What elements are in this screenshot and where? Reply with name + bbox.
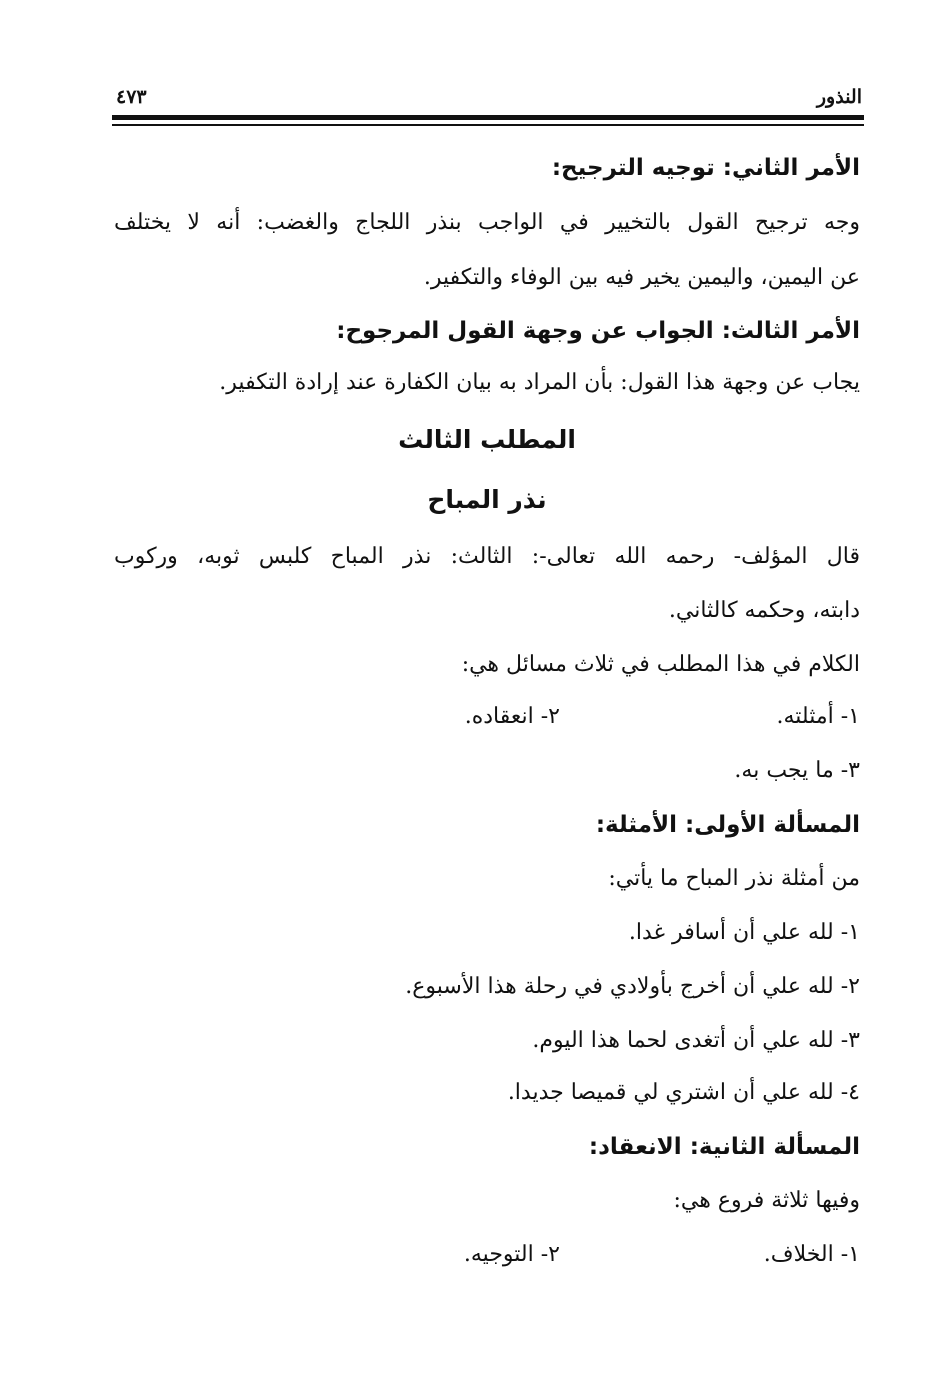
paragraph-line: دابته، وحكمه كالثاني. bbox=[668, 598, 860, 623]
list-item: ١- أمثلته. bbox=[776, 704, 860, 729]
list-row bbox=[320, 1242, 860, 1276]
paragraph-line: قال المؤلف- رحمه الله تعالى-: الثالث: نذر المباح كلبس ثوبه، وركوب bbox=[114, 544, 860, 569]
list-item: ٤- لله علي أن اشتري لي قميصا جديدا. bbox=[507, 1080, 860, 1105]
heading-second-matter: الأمر الثاني: توجيه الترجيح: bbox=[551, 155, 860, 181]
page-number: ٤٧٣ bbox=[116, 86, 147, 108]
list-item: ٢- انعقاده. bbox=[464, 704, 560, 729]
heading-issue-one: المسألة الأولى: الأمثلة: bbox=[595, 812, 860, 838]
list-item: ١- لله علي أن أسافر غدا. bbox=[628, 920, 860, 945]
section-title: المطلب الثالث bbox=[398, 425, 576, 454]
header-rule-thin bbox=[112, 124, 864, 126]
section-subtitle: نذر المباح bbox=[427, 485, 547, 514]
paragraph-line: وفيها ثلاثة فروع هي: bbox=[673, 1188, 860, 1213]
list-item: ٣- ما يجب به. bbox=[734, 758, 860, 783]
paragraph-line: عن اليمين، واليمين يخير فيه بين الوفاء والتكفير. bbox=[423, 265, 860, 290]
list-item: ٢- التوجيه. bbox=[463, 1242, 560, 1267]
paragraph-line: من أمثلة نذر المباح ما يأتي: bbox=[608, 866, 860, 891]
list-row bbox=[320, 704, 860, 738]
header-rule-thick bbox=[112, 115, 864, 120]
running-header-title: النذور bbox=[816, 86, 862, 108]
heading-third-matter: الأمر الثالث: الجواب عن وجهة القول المرجوح: bbox=[336, 318, 860, 344]
list-item: ٣- لله علي أن أتغدى لحما هذا اليوم. bbox=[532, 1028, 860, 1053]
paragraph-line: يجاب عن وجهة هذا القول: بأن المراد به بيان الكفارة عند إرادة التكفير. bbox=[219, 370, 860, 395]
paragraph-line: الكلام في هذا المطلب في ثلاث مسائل هي: bbox=[461, 652, 860, 677]
heading-issue-two: المسألة الثانية: الانعقاد: bbox=[588, 1134, 860, 1160]
paragraph-line: وجه ترجيح القول بالتخيير في الواجب بنذر اللجاج والغضب: أنه لا يختلف bbox=[114, 210, 860, 235]
list-item: ٢- لله علي أن أخرج بأولادي في رحلة هذا الأسبوع. bbox=[405, 974, 860, 999]
list-item: ١- الخلاف. bbox=[763, 1242, 860, 1267]
